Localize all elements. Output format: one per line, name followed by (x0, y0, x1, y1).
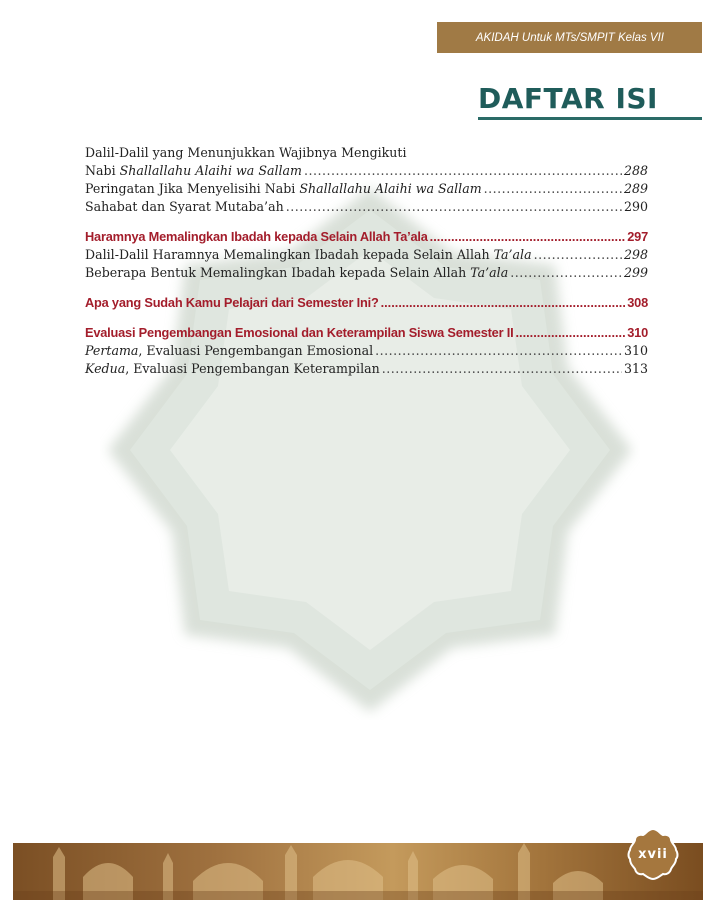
dot-leader (382, 360, 622, 378)
toc-section-heading[interactable] (85, 294, 648, 312)
toc-page-number: 288 (623, 163, 648, 178)
toc-entry-title: Dalil-Dalil Haramnya Memalingkan Ibadah kepada Selain Allah Ta’ala (85, 247, 532, 262)
toc-page-number: 297 (627, 229, 648, 244)
toc-entry-title: Beberapa Bentuk Memalingkan Ibadah kepada Selain Allah Ta’ala (85, 265, 509, 280)
toc-entry[interactable] (85, 162, 648, 180)
dot-leader (381, 294, 626, 312)
toc-entry-line (85, 144, 648, 162)
toc-entry[interactable] (85, 264, 648, 282)
dot-leader (510, 264, 622, 282)
toc-entry-title: Dalil-Dalil yang Menunjukkan Wajibnya Mengikuti (85, 145, 407, 160)
toc-page-number: 308 (627, 295, 648, 310)
page-number: xvii (638, 846, 668, 862)
toc-entry[interactable] (85, 342, 648, 360)
toc-section-title: Apa yang Sudah Kamu Pelajari dari Semester Ini? (85, 295, 379, 310)
toc-entry-title: Pertama, Evaluasi Pengembangan Emosional (85, 343, 374, 358)
footer-band (13, 843, 703, 900)
toc-entry-title: Kedua, Evaluasi Pengembangan Keterampilan (85, 361, 380, 376)
running-header (437, 22, 702, 53)
toc-entry[interactable] (85, 198, 648, 216)
dot-leader (430, 228, 626, 246)
toc-page-number: 290 (623, 199, 648, 214)
dot-leader (304, 162, 622, 180)
toc-page-number: 310 (627, 325, 648, 340)
running-header-text: AKIDAH Untuk MTs/SMPIT Kelas VII (475, 31, 664, 44)
toc-section-title: Evaluasi Pengembangan Emosional dan Keterampilan Siswa Semester II (85, 325, 514, 340)
dot-leader (484, 180, 622, 198)
toc-section-heading[interactable] (85, 324, 648, 342)
toc-page-number: 289 (623, 181, 648, 196)
toc-page-number: 298 (623, 247, 648, 262)
toc-entry-title: Nabi Shallallahu Alaihi wa Sallam (85, 163, 302, 178)
page-title: DAFTAR ISI (478, 82, 658, 115)
toc-page-number: 310 (623, 343, 648, 358)
toc-entry-title: Peringatan Jika Menyelisihi Nabi Shallallahu Alaihi wa Sallam (85, 181, 482, 196)
table-of-contents (85, 144, 648, 378)
title-underline (478, 117, 702, 120)
toc-entry[interactable] (85, 180, 648, 198)
toc-entry-title: Sahabat dan Syarat Mutaba’ah (85, 199, 284, 214)
toc-entry[interactable] (85, 360, 648, 378)
dot-leader (375, 342, 622, 360)
dot-leader (534, 246, 622, 264)
dot-leader (515, 324, 625, 342)
toc-page-number: 299 (623, 265, 648, 280)
toc-page-number: 313 (623, 361, 648, 376)
mosque-silhouette-icon (13, 843, 703, 900)
toc-section-heading[interactable] (85, 228, 648, 246)
toc-section-title: Haramnya Memalingkan Ibadah kepada Selain Allah Ta’ala (85, 229, 428, 244)
dot-leader (286, 198, 622, 216)
toc-entry[interactable] (85, 246, 648, 264)
